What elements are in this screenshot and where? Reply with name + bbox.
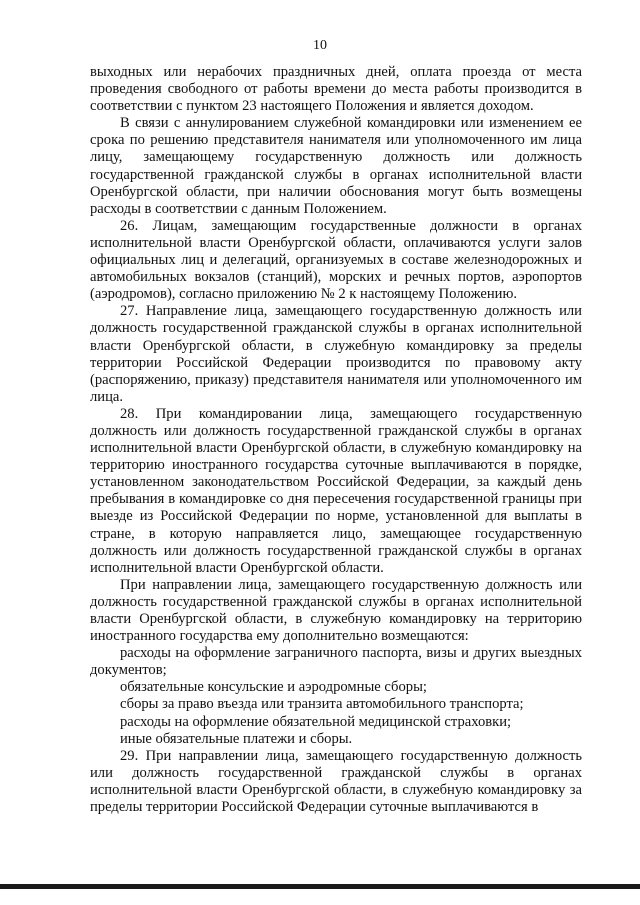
list-item: обязательные консульские и аэродромные сборы;	[120, 679, 427, 696]
paragraph-28: 28. При командировании лица, замещающего государственную должность или должность государственной гражданской службы в органах исполнительной власти Оренбургской области, в служебную командировку на территорию иностранного государства суточные выплачиваются в порядке, установленном законодательством Российской Федерации, за каждый день пребывания в командировке со дня пересечения государственной границы при выезде из Российской Федерации по норме, установленной для выплаты в стране, в которую направляется лицо, замещающее государственную должность или должность государственной гражданской службы в органах исполнительной власти Оренбургской области.	[90, 405, 582, 576]
bottom-divider	[0, 884, 640, 889]
page-number: 10	[313, 38, 327, 53]
paragraph-29: 29. При направлении лица, замещающего государственную должность или должность государственной гражданской службы в органах исполнительной власти Оренбургской области, в служебную командировку за пределы территории Российской Федерации суточные выплачиваются в	[90, 747, 582, 816]
document-body	[90, 64, 582, 816]
list-item: расходы на оформление заграничного паспорта, визы и других выездных документов;	[90, 645, 582, 679]
list-item: сборы за право въезда или транзита автомобильного транспорта;	[120, 696, 524, 713]
paragraph-additional-expenses: При направлении лица, замещающего государственную должность или должность государственной гражданской службы в органах исполнительной власти Оренбургской области, в служебную командировку на территорию иностранного государства ему дополнительно возмещаются:	[90, 576, 582, 645]
list-item: иные обязательные платежи и сборы.	[120, 730, 353, 747]
list-item: расходы на оформление обязательной медицинской страховки;	[120, 713, 512, 730]
paragraph-27: 27. Направление лица, замещающего государственную должность или должность государственной гражданской службы в органах исполнительной власти Оренбургской области, в служебную командировку за пределы территории Российской Федерации производится по правовому акту (распоряжению, приказу) представителя нанимателя или уполномоченного им лица.	[90, 303, 582, 405]
paragraph-26: 26. Лицам, замещающим государственные должности в органах исполнительной власти Оренбургской области, оплачиваются услуги залов официальных лиц и делегаций, организуемых в составе железнодорожных и автомобильных вокзалов (станций), морских и речных портов, аэропортов (аэродромов), согласно приложению № 2 к настоящему Положению.	[90, 217, 582, 303]
paragraph-continuation: выходных или нерабочих праздничных дней, оплата проезда от места проведения свободного от работы времени до места работы производится в соответствии с пунктом 23 настоящего Положения и является доходом.	[90, 64, 582, 115]
paragraph-cancellation: В связи с аннулированием служебной командировки или изменением ее срока по решению представителя нанимателя или уполномоченного им лица лицу, замещающему государственную должность или должность государственной гражданской службы в органах исполнительной власти Оренбургской области, при наличии обоснования могут быть возмещены расходы в соответствии с данным Положением.	[90, 115, 582, 217]
